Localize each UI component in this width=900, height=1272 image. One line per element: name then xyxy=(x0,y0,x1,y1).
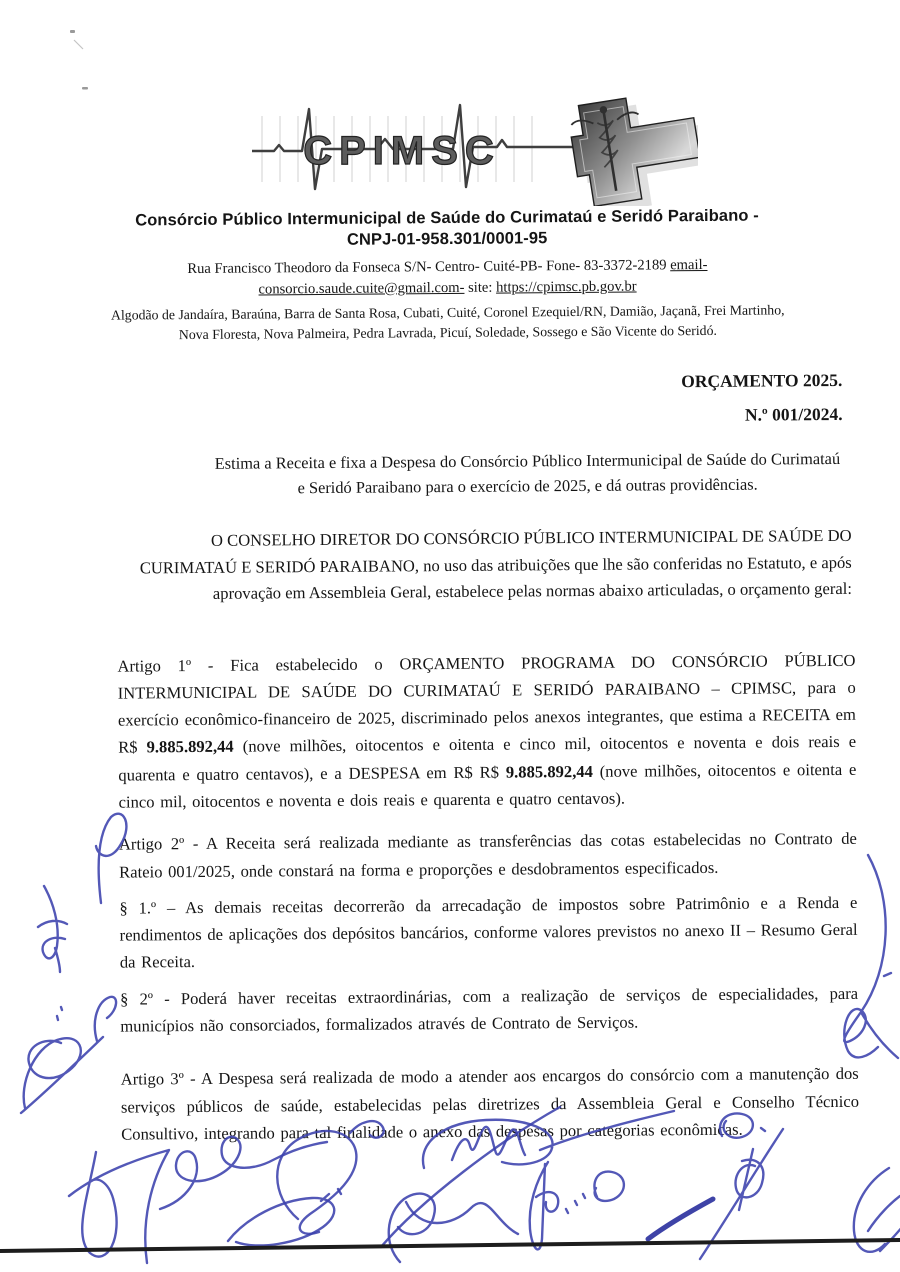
address-text: Rua Francisco Theodoro da Fonseca S/N- Centro- Cuité-PB- Fone- 83-3372-2189 xyxy=(187,257,671,278)
paragraph-par-1: § 1.º – As demais receitas decorrerão da arrecadação de impostos sobre Patrimônio e a Renda e rendimentos de aplicações dos depósitos bancários, conforme valores previstos no anexo II – Resumo Geral da Receita. xyxy=(119,892,858,973)
org-name-line1: Consórcio Público Intermunicipal de Saúde do Curimataú e Seridó Paraibano - xyxy=(135,206,759,230)
document-number: N.º 001/2024. xyxy=(744,403,843,425)
logo-acronym: CPIMSC xyxy=(303,129,501,173)
preamble: O CONSELHO DIRETOR DO CONSÓRCIO PÚBLICO INTERMUNICIPAL DE SAÚDE DO CURIMATAÚ E SERIDÓ PARAIBANO, no uso das atribuições que lhe são conferidas no Estatuto, e após aprovação em Assembleia Geral, estabelece pelas normas abaixo articuladas, o orçamento geral: xyxy=(139,525,852,603)
municipalities-line1: Algodão de Jandaíra, Baraúna, Barra de Santa Rosa, Cubati, Cuité, Coronel Ezequiel/RN, Damião, Jaçanã, Frei Martinho, xyxy=(110,302,785,323)
email-address: consorcio.saude.cuite@gmail.com- xyxy=(258,279,465,298)
paragraph-par-2: § 2º - Poderá haver receitas extraordinárias, com a realização de serviços de especialidades, para municípios não consorciados, formalizados através de Contrato de Serviços. xyxy=(120,983,859,1036)
paragraph-artigo-2: Artigo 2º - A Receita será realizada mediante as transferências das cotas estabelecidas no Contrato de Rateio 001/2025, onde constará na forma e proporções e desdobramentos especificados. xyxy=(118,829,857,882)
org-cnpj-line: CNPJ-01-958.301/0001-95 xyxy=(346,229,548,249)
paragraph-artigo-3: Artigo 3º - A Despesa será realizada de modo a atender aos encargos do consórcio com a manutenção dos serviços públicos de saúde, estabelecidas pelas diretrizes da Assembleia Geral e Conselho Técnico Consultivo, integrando para tal finalidade o anexo das despesas por categorias econômicas. xyxy=(120,1064,860,1144)
municipalities-line2: Nova Floresta, Nova Palmeira, Pedra Lavrada, Picuí, Soledade, Sossego e São Vicente do Seridó. xyxy=(178,322,717,342)
site-url: https://cpimsc.pb.gov.br xyxy=(496,278,637,296)
ementa-summary: Estima a Receita e fixa a Despesa do Consórcio Público Intermunicipal de Saúde do Curimataú e Seridó Paraibano para o exercício de 2025, e dá outras providências. xyxy=(214,448,841,497)
email-label: email- xyxy=(670,256,708,274)
document-title: ORÇAMENTO 2025. xyxy=(681,369,843,392)
site-label: site: xyxy=(464,279,497,296)
paragraph-artigo-1: Artigo 1º - Fica estabelecido o ORÇAMENTO PROGRAMA DO CONSÓRCIO PÚBLICO INTERMUNICIPAL DE SAÚDE DO CURIMATAÚ E SERIDÓ PARAIBANO – CPIMSC, para o exercício econômico-financeiro de 2025, discriminado pelos anexos integrantes, que estima a RECEITA em R$ 9.885.892,44 (nove milhões, oitocentos e oitenta e cinco mil, oitocentos e noventa e dois reais e quarenta e quatro centavos), e a DESPESA em R$ R$ 9.885.892,44 (nove milhões, oitocentos e oitenta e cinco mil, oitocentos e noventa e dois reais e quarenta e quatro centavos). xyxy=(117,650,857,812)
